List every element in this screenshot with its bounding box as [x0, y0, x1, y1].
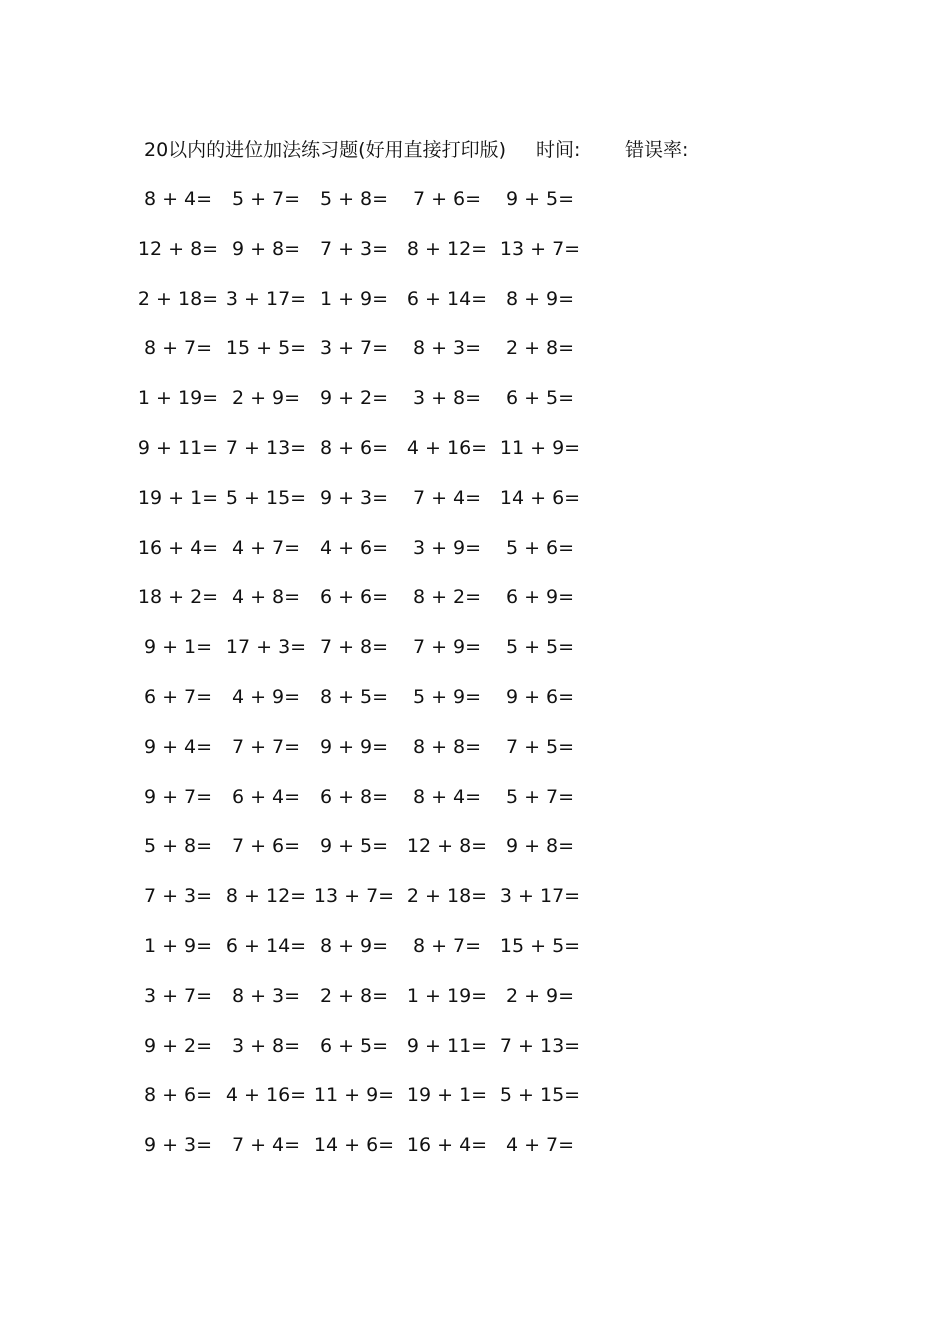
addition-problem: 9 + 11= — [137, 437, 219, 459]
addition-problem: 2 + 18= — [406, 885, 488, 908]
addition-problem: 6 + 14= — [225, 935, 307, 957]
addition-problem: 8 + 12= — [225, 885, 307, 908]
addition-problem: 7 + 4= — [412, 486, 482, 509]
addition-problem: 9 + 3= — [143, 1134, 213, 1157]
addition-problem: 6 + 8= — [319, 785, 389, 808]
addition-problem: 3 + 9= — [412, 536, 482, 559]
addition-problem: 7 + 3= — [143, 885, 213, 908]
addition-problem: 3 + 17= — [225, 287, 307, 310]
addition-problem: 4 + 16= — [406, 437, 488, 459]
time-label: 时间: — [536, 139, 581, 161]
addition-problem: 8 + 6= — [143, 1084, 213, 1107]
addition-problem: 18 + 2= — [137, 586, 219, 609]
addition-problem: 9 + 5= — [505, 188, 575, 210]
addition-problem: 8 + 9= — [505, 287, 575, 310]
addition-problem: 3 + 8= — [231, 1034, 301, 1057]
addition-problem: 8 + 9= — [319, 935, 389, 957]
addition-problem: 1 + 19= — [137, 387, 219, 410]
addition-problem: 14 + 6= — [313, 1134, 395, 1157]
addition-problem: 12 + 8= — [406, 835, 488, 858]
addition-problem: 9 + 3= — [319, 486, 389, 509]
addition-problem: 7 + 3= — [319, 237, 389, 260]
addition-problem: 2 + 9= — [231, 387, 301, 410]
addition-problem: 5 + 5= — [505, 636, 575, 659]
addition-problem: 13 + 7= — [499, 237, 581, 260]
addition-problem: 12 + 8= — [137, 237, 219, 260]
addition-problem: 13 + 7= — [313, 885, 395, 908]
addition-problem: 7 + 7= — [231, 735, 301, 758]
addition-problem: 5 + 9= — [412, 686, 482, 708]
addition-problem: 6 + 7= — [143, 686, 213, 708]
addition-problem: 8 + 4= — [412, 785, 482, 808]
addition-problem: 7 + 8= — [319, 636, 389, 659]
addition-problem: 1 + 9= — [143, 935, 213, 957]
addition-problem: 15 + 5= — [225, 337, 307, 360]
addition-problem: 5 + 8= — [319, 188, 389, 210]
addition-problem: 7 + 6= — [412, 188, 482, 210]
addition-problem: 2 + 9= — [505, 984, 575, 1007]
addition-problem: 9 + 8= — [505, 835, 575, 858]
addition-problem: 4 + 8= — [231, 586, 301, 609]
addition-problem: 16 + 4= — [137, 536, 219, 559]
addition-problem: 7 + 4= — [231, 1134, 301, 1157]
addition-problem: 7 + 13= — [499, 1034, 581, 1057]
addition-problem: 17 + 3= — [225, 636, 307, 659]
addition-problem: 6 + 5= — [505, 387, 575, 410]
addition-problem: 4 + 16= — [225, 1084, 307, 1107]
addition-problem: 7 + 9= — [412, 636, 482, 659]
addition-problem: 6 + 5= — [319, 1034, 389, 1057]
addition-problem: 2 + 18= — [137, 287, 219, 310]
addition-problem: 9 + 6= — [505, 686, 575, 708]
addition-problem: 2 + 8= — [505, 337, 575, 360]
worksheet-header — [144, 137, 689, 163]
addition-problem: 19 + 1= — [406, 1084, 488, 1107]
addition-problem: 8 + 12= — [406, 237, 488, 260]
addition-problem: 3 + 17= — [499, 885, 581, 908]
addition-problem: 6 + 6= — [319, 586, 389, 609]
addition-problem: 2 + 8= — [319, 984, 389, 1007]
addition-problem: 8 + 7= — [412, 935, 482, 957]
worksheet-title: 20以内的进位加法练习题(好用直接打印版) — [144, 139, 507, 161]
addition-problem: 7 + 6= — [231, 835, 301, 858]
addition-problem: 6 + 9= — [505, 586, 575, 609]
addition-problem: 3 + 8= — [412, 387, 482, 410]
addition-problem: 9 + 4= — [143, 735, 213, 758]
addition-problem: 5 + 15= — [499, 1084, 581, 1107]
addition-problem: 9 + 8= — [231, 237, 301, 260]
addition-problem: 4 + 7= — [231, 536, 301, 559]
addition-problem: 7 + 13= — [225, 437, 307, 459]
addition-problem: 5 + 6= — [505, 536, 575, 559]
addition-problem: 8 + 3= — [412, 337, 482, 360]
addition-problem: 9 + 1= — [143, 636, 213, 659]
addition-problem: 9 + 11= — [406, 1034, 488, 1057]
addition-problem: 11 + 9= — [313, 1084, 395, 1107]
error-rate-label: 错误率: — [625, 139, 689, 161]
addition-problem: 11 + 9= — [499, 437, 581, 459]
addition-problem: 15 + 5= — [499, 935, 581, 957]
addition-problem: 5 + 15= — [225, 486, 307, 509]
addition-problem: 16 + 4= — [406, 1134, 488, 1157]
addition-problem: 8 + 5= — [319, 686, 389, 708]
addition-problem: 5 + 8= — [143, 835, 213, 858]
addition-problem: 4 + 6= — [319, 536, 389, 559]
addition-problem: 9 + 5= — [319, 835, 389, 858]
addition-problem: 8 + 2= — [412, 586, 482, 609]
addition-problem: 9 + 2= — [319, 387, 389, 410]
addition-problem: 3 + 7= — [319, 337, 389, 360]
addition-problem: 14 + 6= — [499, 486, 581, 509]
addition-problem: 8 + 3= — [231, 984, 301, 1007]
addition-problem: 19 + 1= — [137, 486, 219, 509]
addition-problem: 5 + 7= — [231, 188, 301, 210]
addition-problem: 8 + 6= — [319, 437, 389, 459]
addition-problem: 9 + 7= — [143, 785, 213, 808]
addition-problem: 8 + 8= — [412, 735, 482, 758]
addition-problem: 7 + 5= — [505, 735, 575, 758]
addition-problem: 4 + 7= — [505, 1134, 575, 1157]
addition-problem: 3 + 7= — [143, 984, 213, 1007]
addition-problem: 5 + 7= — [505, 785, 575, 808]
addition-problem: 9 + 2= — [143, 1034, 213, 1057]
addition-problem: 8 + 7= — [143, 337, 213, 360]
addition-problem: 8 + 4= — [143, 188, 213, 210]
addition-problem: 1 + 9= — [319, 287, 389, 310]
addition-problem: 9 + 9= — [319, 735, 389, 758]
addition-problem: 6 + 14= — [406, 287, 488, 310]
addition-problem: 4 + 9= — [231, 686, 301, 708]
addition-problem: 1 + 19= — [406, 984, 488, 1007]
addition-problem: 6 + 4= — [231, 785, 301, 808]
